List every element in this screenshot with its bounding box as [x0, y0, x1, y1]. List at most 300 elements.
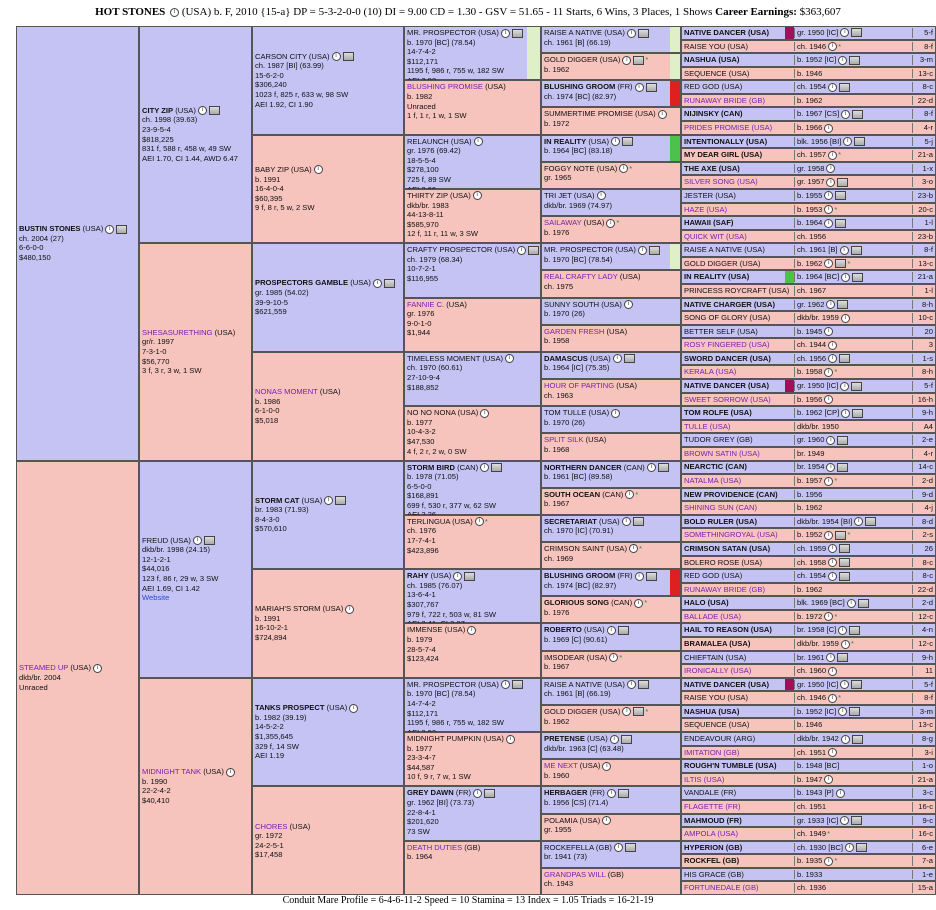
info-icon[interactable]: i	[501, 29, 510, 38]
info-icon[interactable]: i	[828, 544, 837, 553]
book-icon[interactable]	[837, 463, 848, 472]
horse-name-link[interactable]: RUNAWAY BRIDE (GB)	[684, 584, 766, 594]
horse-name-link[interactable]: RAISE A NATIVE	[544, 679, 603, 689]
book-icon[interactable]	[528, 246, 539, 255]
horse-name-link[interactable]: HAZE (USA)	[684, 204, 728, 214]
info-icon[interactable]: i	[841, 640, 850, 649]
horse-name-link[interactable]: ROBERTO	[544, 625, 582, 635]
horse-name-link[interactable]: HAIL TO REASON (USA)	[684, 625, 772, 635]
info-icon[interactable]: i	[614, 843, 623, 852]
info-icon[interactable]: i	[474, 137, 483, 146]
horse-name-link[interactable]: NO NO NONA	[407, 408, 456, 418]
info-icon[interactable]: i	[828, 694, 837, 703]
horse-name-link[interactable]: GLORIOUS SONG	[544, 598, 609, 608]
horse-name-link[interactable]: CRAFTY PROSPECTOR	[407, 245, 493, 255]
horse-name-link[interactable]: MAHMOUD (FR)	[684, 815, 742, 825]
info-icon[interactable]: i	[193, 536, 202, 545]
horse-name-link[interactable]: NATIVE DANCER (USA)	[684, 27, 770, 37]
info-icon[interactable]: i	[828, 667, 837, 676]
book-icon[interactable]	[621, 735, 632, 744]
book-icon[interactable]	[646, 572, 657, 581]
horse-name-link[interactable]: BALLADE (USA)	[684, 611, 741, 621]
info-icon[interactable]: i	[824, 191, 833, 200]
horse-name-link[interactable]: MY DEAR GIRL (USA)	[684, 150, 763, 160]
info-icon[interactable]: i	[324, 496, 333, 505]
horse-name-link[interactable]: GOLD DIGGER	[544, 55, 598, 65]
book-icon[interactable]	[858, 599, 869, 608]
info-icon[interactable]: i	[840, 382, 849, 391]
info-icon[interactable]: i	[838, 56, 847, 65]
horse-name-link[interactable]: REAL CRAFTY LADY	[544, 272, 618, 282]
info-icon[interactable]: i	[611, 137, 620, 146]
info-icon[interactable]: i	[625, 490, 634, 499]
info-icon[interactable]: i	[314, 165, 323, 174]
book-icon[interactable]	[384, 279, 395, 288]
book-icon[interactable]	[464, 572, 475, 581]
info-icon[interactable]: i	[841, 273, 850, 282]
info-icon[interactable]: i	[635, 572, 644, 581]
info-icon[interactable]: i	[824, 395, 833, 404]
horse-name-link[interactable]: RAISE YOU (USA)	[684, 693, 748, 703]
horse-name-link[interactable]: IMMENSE	[407, 625, 443, 635]
horse-name-link[interactable]: RELAUNCH	[407, 136, 449, 146]
horse-name-link[interactable]: SILVER SONG (USA)	[684, 177, 758, 187]
horse-name-link[interactable]: SEQUENCE (USA)	[684, 720, 750, 730]
book-icon[interactable]	[839, 544, 850, 553]
pedigree-cell	[681, 515, 936, 529]
horse-name-link[interactable]: MR. PROSPECTOR	[407, 679, 477, 689]
horse-name-link[interactable]: HOUR OF PARTING	[544, 381, 615, 391]
info-icon[interactable]: i	[517, 246, 526, 255]
book-icon[interactable]	[116, 225, 127, 234]
horse-name-link[interactable]: HIS GRACE (GB)	[684, 869, 744, 879]
horse-name-link[interactable]: STEAMED UP	[19, 663, 69, 673]
book-icon[interactable]	[204, 536, 215, 545]
horse-name-link[interactable]: CRIMSON SAINT	[544, 543, 605, 553]
info-icon[interactable]: i	[840, 680, 849, 689]
book-icon[interactable]	[209, 106, 220, 115]
book-icon[interactable]	[646, 83, 657, 92]
horse-name-link[interactable]: IN REALITY (USA)	[684, 272, 750, 282]
book-icon[interactable]	[618, 789, 629, 798]
info-icon[interactable]: i	[658, 110, 667, 119]
book-icon[interactable]	[839, 354, 850, 363]
info-icon[interactable]: i	[836, 789, 845, 798]
info-icon[interactable]: i	[611, 409, 620, 418]
horse-year: ch. 1946	[797, 693, 827, 703]
info-icon[interactable]: i	[824, 327, 833, 336]
horse-name-link[interactable]: POLAMIA	[544, 815, 578, 825]
family-rating: 22-d	[912, 585, 933, 595]
horse-name-link[interactable]: TOM TULLE	[544, 408, 587, 418]
book-icon[interactable]	[851, 28, 862, 37]
info-icon[interactable]: i	[638, 246, 647, 255]
book-icon[interactable]	[649, 246, 660, 255]
horse-name-link[interactable]: SOUTH OCEAN	[544, 489, 601, 499]
horse-name-link[interactable]: NORTHERN DANCER	[544, 462, 622, 472]
horse-name-link[interactable]: BETTER SELF (USA)	[684, 326, 758, 336]
info-icon[interactable]: i	[480, 409, 489, 418]
book-icon[interactable]	[839, 572, 850, 581]
horse-name-link[interactable]: RAISE A NATIVE	[544, 28, 603, 37]
info-icon[interactable]: i	[838, 707, 847, 716]
info-icon[interactable]: i	[607, 789, 616, 798]
info-icon[interactable]: i	[349, 704, 358, 713]
horse-name-link[interactable]: SOMETHINGROYAL (USA)	[684, 530, 778, 540]
horse-name-link[interactable]: BROWN SATIN (USA)	[684, 448, 760, 458]
book-icon[interactable]	[849, 56, 860, 65]
info-icon[interactable]: i	[332, 52, 341, 61]
horse-name-link[interactable]: BOLERO ROSE (USA)	[684, 557, 763, 567]
horse-name-link[interactable]: BABY ZIP	[255, 164, 289, 174]
horse-stat: dkb/br. 1998 (24.15)	[142, 545, 210, 555]
book-icon[interactable]	[837, 300, 848, 309]
info-icon[interactable]: i	[824, 531, 833, 540]
horse-name-link[interactable]: TUDOR GREY (GB)	[684, 435, 753, 445]
horse-name-link[interactable]: TOM ROLFE (USA)	[684, 408, 752, 418]
horse-name-link[interactable]: MIDNIGHT TANK	[142, 767, 202, 777]
horse-name-link[interactable]: GARDEN FRESH	[544, 326, 605, 336]
book-icon[interactable]	[849, 707, 860, 716]
horse-name-link[interactable]: CHIEFTAIN (USA)	[684, 652, 747, 662]
info-icon[interactable]: i	[627, 29, 636, 38]
info-icon[interactable]: i	[824, 857, 833, 866]
info-icon[interactable]: i	[501, 680, 510, 689]
book-icon[interactable]	[839, 558, 850, 567]
horse-name-link[interactable]: NASHUA (USA)	[684, 706, 740, 716]
horse-name-link[interactable]: NATIVE DANCER (USA)	[684, 381, 770, 391]
horse-name-link[interactable]: FLAGETTE (FR)	[684, 801, 741, 811]
info-icon[interactable]: i	[622, 56, 631, 65]
info-icon[interactable]: i	[841, 409, 850, 418]
info-icon[interactable]: i	[826, 178, 835, 187]
horse-name-link[interactable]: FREUD	[142, 535, 169, 545]
horse-name-link[interactable]: CRIMSON SATAN (USA)	[684, 543, 771, 553]
horse-name-link[interactable]: SUMMERTIME PROMISE	[544, 109, 633, 119]
book-icon[interactable]	[837, 436, 848, 445]
info-icon[interactable]: i	[105, 225, 114, 234]
info-icon[interactable]: i	[198, 106, 207, 115]
horse-name-link[interactable]: SWORD DANCER (USA)	[684, 353, 771, 363]
horse-name-link[interactable]: NATIVE DANCER (USA)	[684, 679, 770, 689]
book-icon[interactable]	[633, 517, 644, 526]
info-icon[interactable]: i	[845, 843, 854, 852]
horse-name-link[interactable]: PROSPECTORS GAMBLE	[255, 278, 349, 288]
info-icon[interactable]: i	[824, 612, 833, 621]
info-icon[interactable]: i	[629, 544, 638, 553]
book-icon[interactable]	[625, 843, 636, 852]
book-icon[interactable]	[851, 680, 862, 689]
book-icon[interactable]	[638, 680, 649, 689]
horse-name-link[interactable]: GRANDPAS WILL	[544, 869, 606, 879]
website-link[interactable]: Website	[142, 593, 170, 603]
horse-name-link[interactable]: ENDEAVOUR (ARG)	[684, 734, 756, 744]
horse-name-link[interactable]: HERBAGER	[544, 788, 588, 798]
horse-name-link[interactable]: QUICK WIT (USA)	[684, 231, 747, 241]
horse-name-link[interactable]: RAISE A NATIVE (USA)	[684, 245, 765, 255]
info-icon[interactable]: i	[373, 279, 382, 288]
info-icon[interactable]: i	[453, 572, 462, 581]
info-icon[interactable]: i	[847, 599, 856, 608]
info-icon[interactable]: i	[467, 626, 476, 635]
horse-name-link[interactable]: RAHY	[407, 571, 429, 581]
info-icon[interactable]: i	[506, 735, 515, 744]
book-icon[interactable]	[835, 191, 846, 200]
horse-name-link[interactable]: THE AXE (USA)	[684, 163, 740, 173]
info-icon[interactable]: i	[607, 626, 616, 635]
horse-name-link[interactable]: FOGGY NOTE	[544, 163, 595, 173]
horse-name-link[interactable]: GREY DAWN	[407, 788, 454, 798]
info-icon[interactable]: i	[840, 816, 849, 825]
book-icon[interactable]	[835, 219, 846, 228]
info-icon[interactable]: i	[634, 599, 643, 608]
info-icon[interactable]: i	[480, 463, 489, 472]
horse-name-cell	[684, 42, 794, 52]
info-icon[interactable]: i	[826, 436, 835, 445]
info-icon[interactable]: i	[854, 517, 863, 526]
info-icon[interactable]: i	[226, 768, 235, 777]
book-icon[interactable]	[335, 496, 346, 505]
info-icon[interactable]: i	[473, 191, 482, 200]
info-icon[interactable]: i	[824, 219, 833, 228]
info-icon[interactable]: i	[170, 8, 179, 17]
info-icon[interactable]: i	[826, 164, 835, 173]
book-icon[interactable]	[865, 517, 876, 526]
inbreeding-marker	[785, 271, 794, 283]
horse-name-link[interactable]: IMITATION (GB)	[684, 747, 740, 757]
horse-name-link[interactable]: IRONICALLY (USA)	[684, 666, 752, 676]
book-icon[interactable]	[852, 110, 863, 119]
book-icon[interactable]	[854, 137, 865, 146]
horse-name-link[interactable]: HAWAII (SAF)	[684, 218, 734, 228]
book-icon[interactable]	[512, 680, 523, 689]
horse-name-link[interactable]: RAISE YOU (USA)	[684, 41, 748, 51]
info-icon[interactable]: i	[619, 164, 628, 173]
horse-name-link[interactable]: FORTUNEDALE (GB)	[684, 883, 759, 893]
country-code: (USA)	[455, 408, 479, 418]
horse-name-link[interactable]: SWEET SORROW (USA)	[684, 394, 771, 404]
info-icon[interactable]: i	[647, 463, 656, 472]
horse-name-link[interactable]: MR. PROSPECTOR	[544, 245, 614, 255]
book-icon[interactable]	[491, 463, 502, 472]
info-icon[interactable]: i	[824, 368, 833, 377]
info-icon[interactable]: i	[824, 775, 833, 784]
horse-name-link[interactable]: NONAS MOMENT	[255, 387, 318, 396]
horse-name-link[interactable]: BLUSHING GROOM	[544, 82, 616, 92]
info-icon[interactable]: i	[345, 605, 354, 614]
horse-name-link[interactable]: HYPERION (GB)	[684, 842, 743, 852]
horse-name-link[interactable]: CARSON CITY	[255, 51, 307, 61]
info-icon[interactable]: i	[824, 259, 833, 268]
horse-name-link[interactable]: PRETENSE	[544, 734, 585, 744]
horse-name-link[interactable]: ROCKEFELLA	[544, 842, 594, 852]
horse-name-link[interactable]: HALO (USA)	[684, 598, 729, 608]
info-icon[interactable]: i	[824, 124, 833, 133]
horse-name-link[interactable]: NEARCTIC (CAN)	[684, 462, 747, 472]
horse-name-link[interactable]: BLUSHING PROMISE	[407, 82, 483, 92]
pedigree-cell	[252, 352, 404, 461]
info-icon[interactable]: i	[840, 246, 849, 255]
book-icon[interactable]	[835, 259, 846, 268]
horse-name-link[interactable]: TIMELESS MOMENT	[407, 353, 481, 363]
horse-name-link[interactable]: ME NEXT	[544, 761, 578, 771]
horse-name-link[interactable]: TANKS PROSPECT	[255, 703, 325, 713]
book-icon[interactable]	[851, 246, 862, 255]
horse-name-link[interactable]: SECRETARIAT	[544, 516, 597, 526]
info-icon[interactable]: i	[841, 735, 850, 744]
horse-name-link[interactable]: SAILAWAY	[544, 218, 582, 228]
info-icon[interactable]: i	[602, 816, 611, 825]
info-icon[interactable]: i	[828, 341, 837, 350]
info-icon[interactable]: i	[828, 83, 837, 92]
horse-name-link[interactable]: SHESASURETHING	[142, 327, 213, 337]
book-icon[interactable]	[851, 816, 862, 825]
book-icon[interactable]	[852, 273, 863, 282]
horse-stat: b. 1976	[544, 227, 570, 237]
book-icon[interactable]	[852, 409, 863, 418]
horse-name-link[interactable]: GOLD DIGGER (USA)	[684, 258, 761, 268]
horse-name-link[interactable]: TRI JET	[544, 190, 572, 200]
horse-name-link[interactable]: CITY ZIP	[142, 105, 174, 115]
book-icon[interactable]	[343, 52, 354, 61]
horse-name-link[interactable]: PRIDES PROMISE (USA)	[684, 123, 773, 133]
book-icon[interactable]	[856, 843, 867, 852]
horse-name-link[interactable]: BUSTIN STONES	[19, 224, 81, 234]
horse-name-link[interactable]: INTENTIONALLY (USA)	[684, 136, 768, 146]
family-rating: 20-c	[912, 205, 933, 215]
horse-name-link[interactable]: GOLD DIGGER	[544, 706, 598, 716]
horse-name-link[interactable]: JESTER (USA)	[684, 190, 736, 200]
book-icon[interactable]	[851, 382, 862, 391]
info-icon[interactable]: i	[828, 151, 837, 160]
horse-name-link[interactable]: SEQUENCE (USA)	[684, 68, 750, 78]
horse-name-link[interactable]: KERALA (USA)	[684, 367, 737, 377]
horse-name-link[interactable]: SHINING SUN (CAN)	[684, 503, 757, 513]
horse-name-link[interactable]: BRAMALEA (USA)	[684, 639, 751, 648]
horse-name-link[interactable]: MARIAH'S STORM	[255, 604, 321, 614]
book-icon[interactable]	[849, 626, 860, 635]
info-icon[interactable]: i	[824, 477, 833, 486]
info-icon[interactable]: i	[602, 762, 611, 771]
horse-name-link[interactable]: VANDALE (FR)	[684, 788, 737, 798]
horse-name-link[interactable]: NATIVE CHARGER (USA)	[684, 299, 775, 309]
horse-name-link[interactable]: MIDNIGHT PUMPKIN	[407, 734, 482, 744]
book-icon[interactable]	[618, 626, 629, 635]
info-icon[interactable]: i	[828, 558, 837, 567]
info-icon[interactable]: i	[606, 219, 615, 228]
info-icon[interactable]: i	[826, 300, 835, 309]
family-rating: 3-i	[912, 748, 933, 758]
info-icon[interactable]: i	[828, 354, 837, 363]
horse-name-link[interactable]: RED GOD (USA)	[684, 571, 743, 581]
horse-name-link[interactable]: SUNNY SOUTH	[544, 299, 600, 309]
book-icon[interactable]	[835, 531, 846, 540]
book-icon[interactable]	[837, 178, 848, 187]
info-icon[interactable]: i	[828, 748, 837, 757]
horse-name-link[interactable]: BOLD RULER (USA)	[684, 516, 757, 526]
book-icon[interactable]	[484, 789, 495, 798]
info-icon[interactable]: i	[828, 42, 837, 51]
info-icon[interactable]: i	[609, 653, 618, 662]
horse-name-link[interactable]: NIJINSKY (CAN)	[684, 109, 743, 119]
horse-name-link[interactable]: NASHUA (USA)	[684, 55, 740, 65]
horse-name-link[interactable]: DAMASCUS	[544, 353, 588, 363]
book-icon[interactable]	[638, 29, 649, 38]
book-icon[interactable]	[633, 707, 644, 716]
horse-name-link[interactable]: RED GOD (USA)	[684, 82, 743, 92]
info-icon[interactable]: i	[610, 735, 619, 744]
horse-name-link[interactable]: FANNIE C.	[407, 299, 445, 309]
info-icon[interactable]: i	[624, 300, 633, 309]
horse-name-link[interactable]: ILTIS (USA)	[684, 774, 725, 784]
book-icon[interactable]	[852, 735, 863, 744]
horse-name-link[interactable]: AMPOLA (USA)	[684, 829, 739, 839]
info-icon[interactable]: i	[826, 653, 835, 662]
horse-name-link[interactable]: CHORES	[255, 821, 288, 831]
horse-name-link[interactable]: SONG OF GLORY (USA)	[684, 313, 771, 323]
horse-name-link[interactable]: TERLINGUA	[407, 516, 451, 526]
info-icon[interactable]: i	[841, 110, 850, 119]
info-icon[interactable]: i	[824, 205, 833, 214]
horse-name-link[interactable]: ROSY FINGERED (USA)	[684, 340, 770, 350]
horse-stat: 4 f, 2 r, 2 w, 0 SW	[407, 446, 467, 456]
info-icon[interactable]: i	[826, 463, 835, 472]
book-icon[interactable]	[837, 653, 848, 662]
horse-name-link[interactable]: NEW PROVIDENCE (CAN)	[684, 489, 778, 499]
horse-name-link[interactable]: STORM BIRD	[407, 462, 455, 472]
info-icon[interactable]: i	[93, 664, 102, 673]
horse-name-link[interactable]: IN REALITY	[544, 136, 587, 146]
horse-name-link[interactable]: DEATH DUTIES	[407, 842, 463, 852]
info-icon[interactable]: i	[843, 137, 852, 146]
info-icon[interactable]: i	[828, 572, 837, 581]
info-icon[interactable]: i	[473, 789, 482, 798]
horse-name-link[interactable]: SPLIT SILK	[544, 435, 584, 445]
info-icon[interactable]: i	[622, 707, 631, 716]
info-icon[interactable]: i	[840, 28, 849, 37]
info-icon[interactable]: i	[613, 354, 622, 363]
book-icon[interactable]	[624, 354, 635, 363]
book-icon[interactable]	[633, 56, 644, 65]
book-icon[interactable]	[622, 137, 633, 146]
horse-name-link[interactable]: NATALMA (USA)	[684, 476, 742, 486]
horse-year: ch. 1936	[797, 883, 827, 893]
horse-name-link[interactable]: ROUGH'N TUMBLE (USA)	[684, 761, 777, 771]
horse-name-link[interactable]: RUNAWAY BRIDE (GB)	[684, 95, 766, 105]
book-icon[interactable]	[512, 29, 523, 38]
horse-info	[794, 96, 912, 106]
horse-name-link[interactable]: PRINCESS ROYCRAFT (USA)	[684, 285, 790, 295]
info-icon[interactable]: i	[635, 83, 644, 92]
horse-name-link[interactable]: IMSODEAR	[544, 652, 585, 662]
info-icon[interactable]: i	[505, 354, 514, 363]
book-icon[interactable]	[658, 463, 669, 472]
book-icon[interactable]	[839, 83, 850, 92]
horse-name-row	[544, 82, 678, 92]
info-icon[interactable]: i	[622, 517, 631, 526]
horse-name-link[interactable]: STORM CAT	[255, 495, 300, 505]
horse-name-link[interactable]: ROCKFEL (GB)	[684, 856, 740, 866]
info-icon[interactable]: i	[838, 626, 847, 635]
info-icon[interactable]: i	[475, 517, 484, 526]
horse-name-link[interactable]: THIRTY ZIP	[407, 190, 448, 200]
info-icon[interactable]: i	[627, 680, 636, 689]
info-icon[interactable]: i	[597, 191, 606, 200]
horse-name-link[interactable]: BLUSHING GROOM	[544, 571, 616, 581]
horse-name-link[interactable]: MR. PROSPECTOR	[407, 28, 477, 37]
info-icon[interactable]: i	[841, 314, 850, 323]
horse-name-link[interactable]: TULLE (USA)	[684, 421, 731, 431]
